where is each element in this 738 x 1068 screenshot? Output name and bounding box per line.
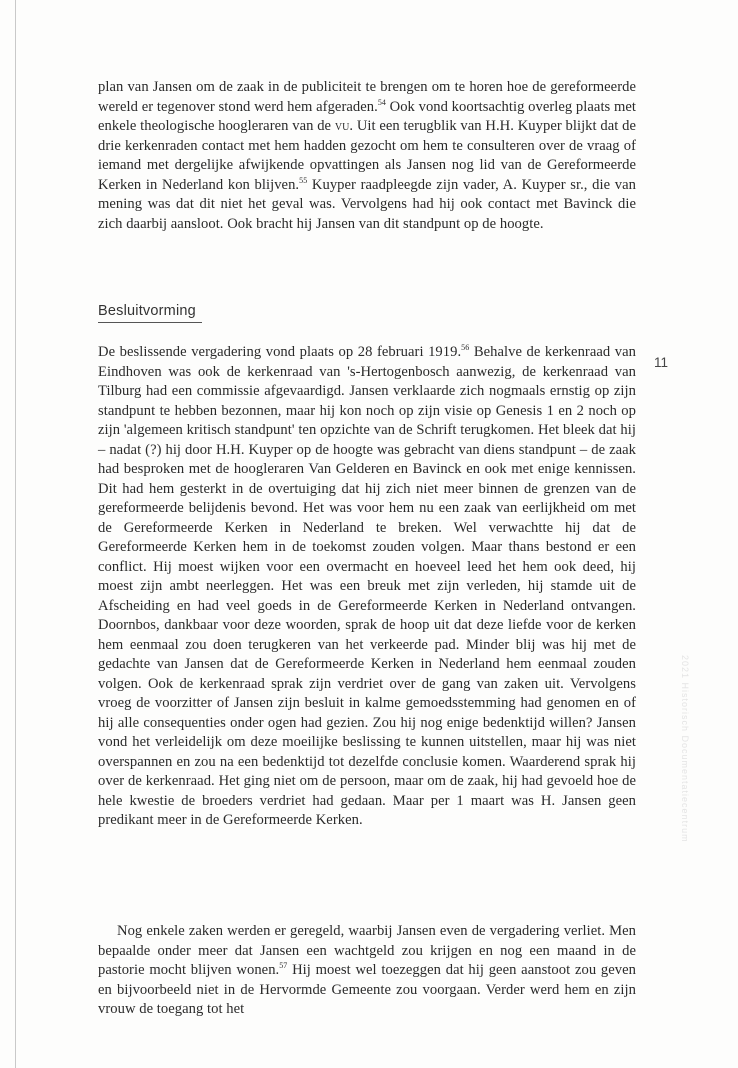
footnote-ref-57: 57: [279, 961, 288, 970]
footnote-ref-54: 54: [377, 97, 386, 107]
binding-edge-line: [15, 0, 16, 1068]
paragraph-1-text: [98, 78, 636, 234]
paragraph-3-part-b: Hij moest wel toezeggen dat hij geen aanstoot zou geven en bijvoorbeeld niet in de Hervormde Gemeente zou voorgaan. Verder werd hem en zijn vrouw de toegang tot het: [98, 962, 636, 1017]
section-heading: Besluitvorming: [98, 303, 196, 319]
paragraph-1: [98, 78, 636, 234]
paragraph-1-part-c: . Uit een terugblik van H.H. Kuyper blijkt dat de drie kerkenraden contact met hem hadden gezocht om hem te consulteren over de vraag of iemand met dergelijke afwijkende opvattingen als Jansen nog lid van de Gereformeerde Kerken in Nederland kon blijven.: [98, 118, 636, 193]
paragraph-2: [98, 343, 636, 831]
side-watermark: [678, 655, 692, 955]
footnote-ref-55: 55: [299, 175, 308, 185]
side-watermark-text: 2021 Historisch Documentatiecentrum: [680, 655, 690, 843]
paragraph-2-text: [98, 343, 636, 831]
paragraph-1-part-d: Kuyper raadpleegde zijn vader, A. Kuyper sr., die van mening was dat dit niet het geval was. Vervolgens had hij ook contact met Bavinck die zich daarbij aansloot. Ook bracht hij Jansen van dit standpunt op de hoogte.: [98, 176, 637, 232]
page-number: 11: [654, 355, 669, 370]
paragraph-2-part-b: Behalve de kerkenraad van Eindhoven was ook de kerkenraad van 's-Hertogenbosch aanwezig, de kerkenraad van Tilburg had een commissie afgevaardigd. Jansen verklaarde zich nogmaals ernstig op zijn standpunt te hebben bezonnen, maar hij kon noch op zijn visie op Genesis 1 en 2 noch op zijn 'algemeen kritisch standpunt' ten opzichte van de Schrift terugkomen. Het bleek dat hij – nadat (?) hij door H.H. Kuyper op de hoogte was gebracht van diens standpunt – de zaak had besproken met de hoogleraren Van Gelderen en Bavinck en ook met enige kennissen. Dit had hem gesterkt in de overtuiging dat hij zich niet meer binnen de grenzen van de gereformeerde belijdenis bevond. Het was voor hem nu een zaak van eerlijkheid om met de Gereformeerde Kerken in Nederland te breken. Wel verwachtte hij dat de Gereformeerde Kerken hem in de toekomst zouden volgen. Maar thans bestond er een conflict. Hij moest wijken voor een overmacht en hoeveel leed het hem ook deed, hij moest zijn ambt neerleggen. Het was een breuk met zijn verleden, hij stamde uit de Afscheiding en had veel goeds in de Gereformeerde Kerken in Nederland ontvangen. Doornbos, dankbaar voor deze woorden, sprak de hoop uit dat deze liefde voor de kerken hem eenmaal zou doen terugkeren van het verkeerde pad. Minder blij was hij met de gedachte van Jansen dat de Gereformeerde Kerken in Nederland hem eenmaal zouden volgen. Ook de kerkenraad sprak zijn verdriet over de gang van zaken uit. Vervolgens vroeg de voorzitter of Jansen zijn besluit in kalme gemoedsstemming had genomen en of hij alle consequenties onder ogen had gezien. Zou hij nog enige bedenktijd willen? Jansen vond het verleidelijk om deze moeilijke beslissing te kunnen uitstellen, maar hij was niet overspannen en zou na een bedenktijd tot dezelfde conclusie komen. Waarderend sprak hij over de kerkenraad. Het ging niet om de persoon, maar om de zaak, hij had gevoeld hoe de hele kwestie de broeders verdriet had gedaan. Maar per 1 maart was H. Jansen geen predikant meer in de Gereformeerde Kerken.: [98, 344, 636, 828]
vu-abbreviation: vu: [334, 118, 350, 134]
paragraph-2-part-a: De beslissende vergadering vond plaats op 28 februari 1919.: [98, 344, 462, 360]
paragraph-1-part-b: Ook vond koortsachtig overleg plaats met enkele theologische hoogleraren van de: [98, 98, 637, 134]
section-heading-underline: [98, 322, 202, 323]
footnote-ref-56: 56: [461, 343, 470, 352]
paragraph-3: [98, 922, 636, 1020]
paragraph-3-text: [98, 922, 636, 1020]
paragraph-1-part-a: plan van Jansen om de zaak in de publiciteit te brengen om te horen hoe de gereformeerde wereld er tegenover stond werd hem afgeraden.: [98, 79, 636, 115]
paragraph-3-part-a: Nog enkele zaken werden er geregeld, waarbij Jansen even de vergadering verliet. Men bepaalde onder meer dat Jansen een wachtgeld zou krijgen en nog een maand in de pastorie mocht blijven wonen.: [98, 923, 636, 978]
